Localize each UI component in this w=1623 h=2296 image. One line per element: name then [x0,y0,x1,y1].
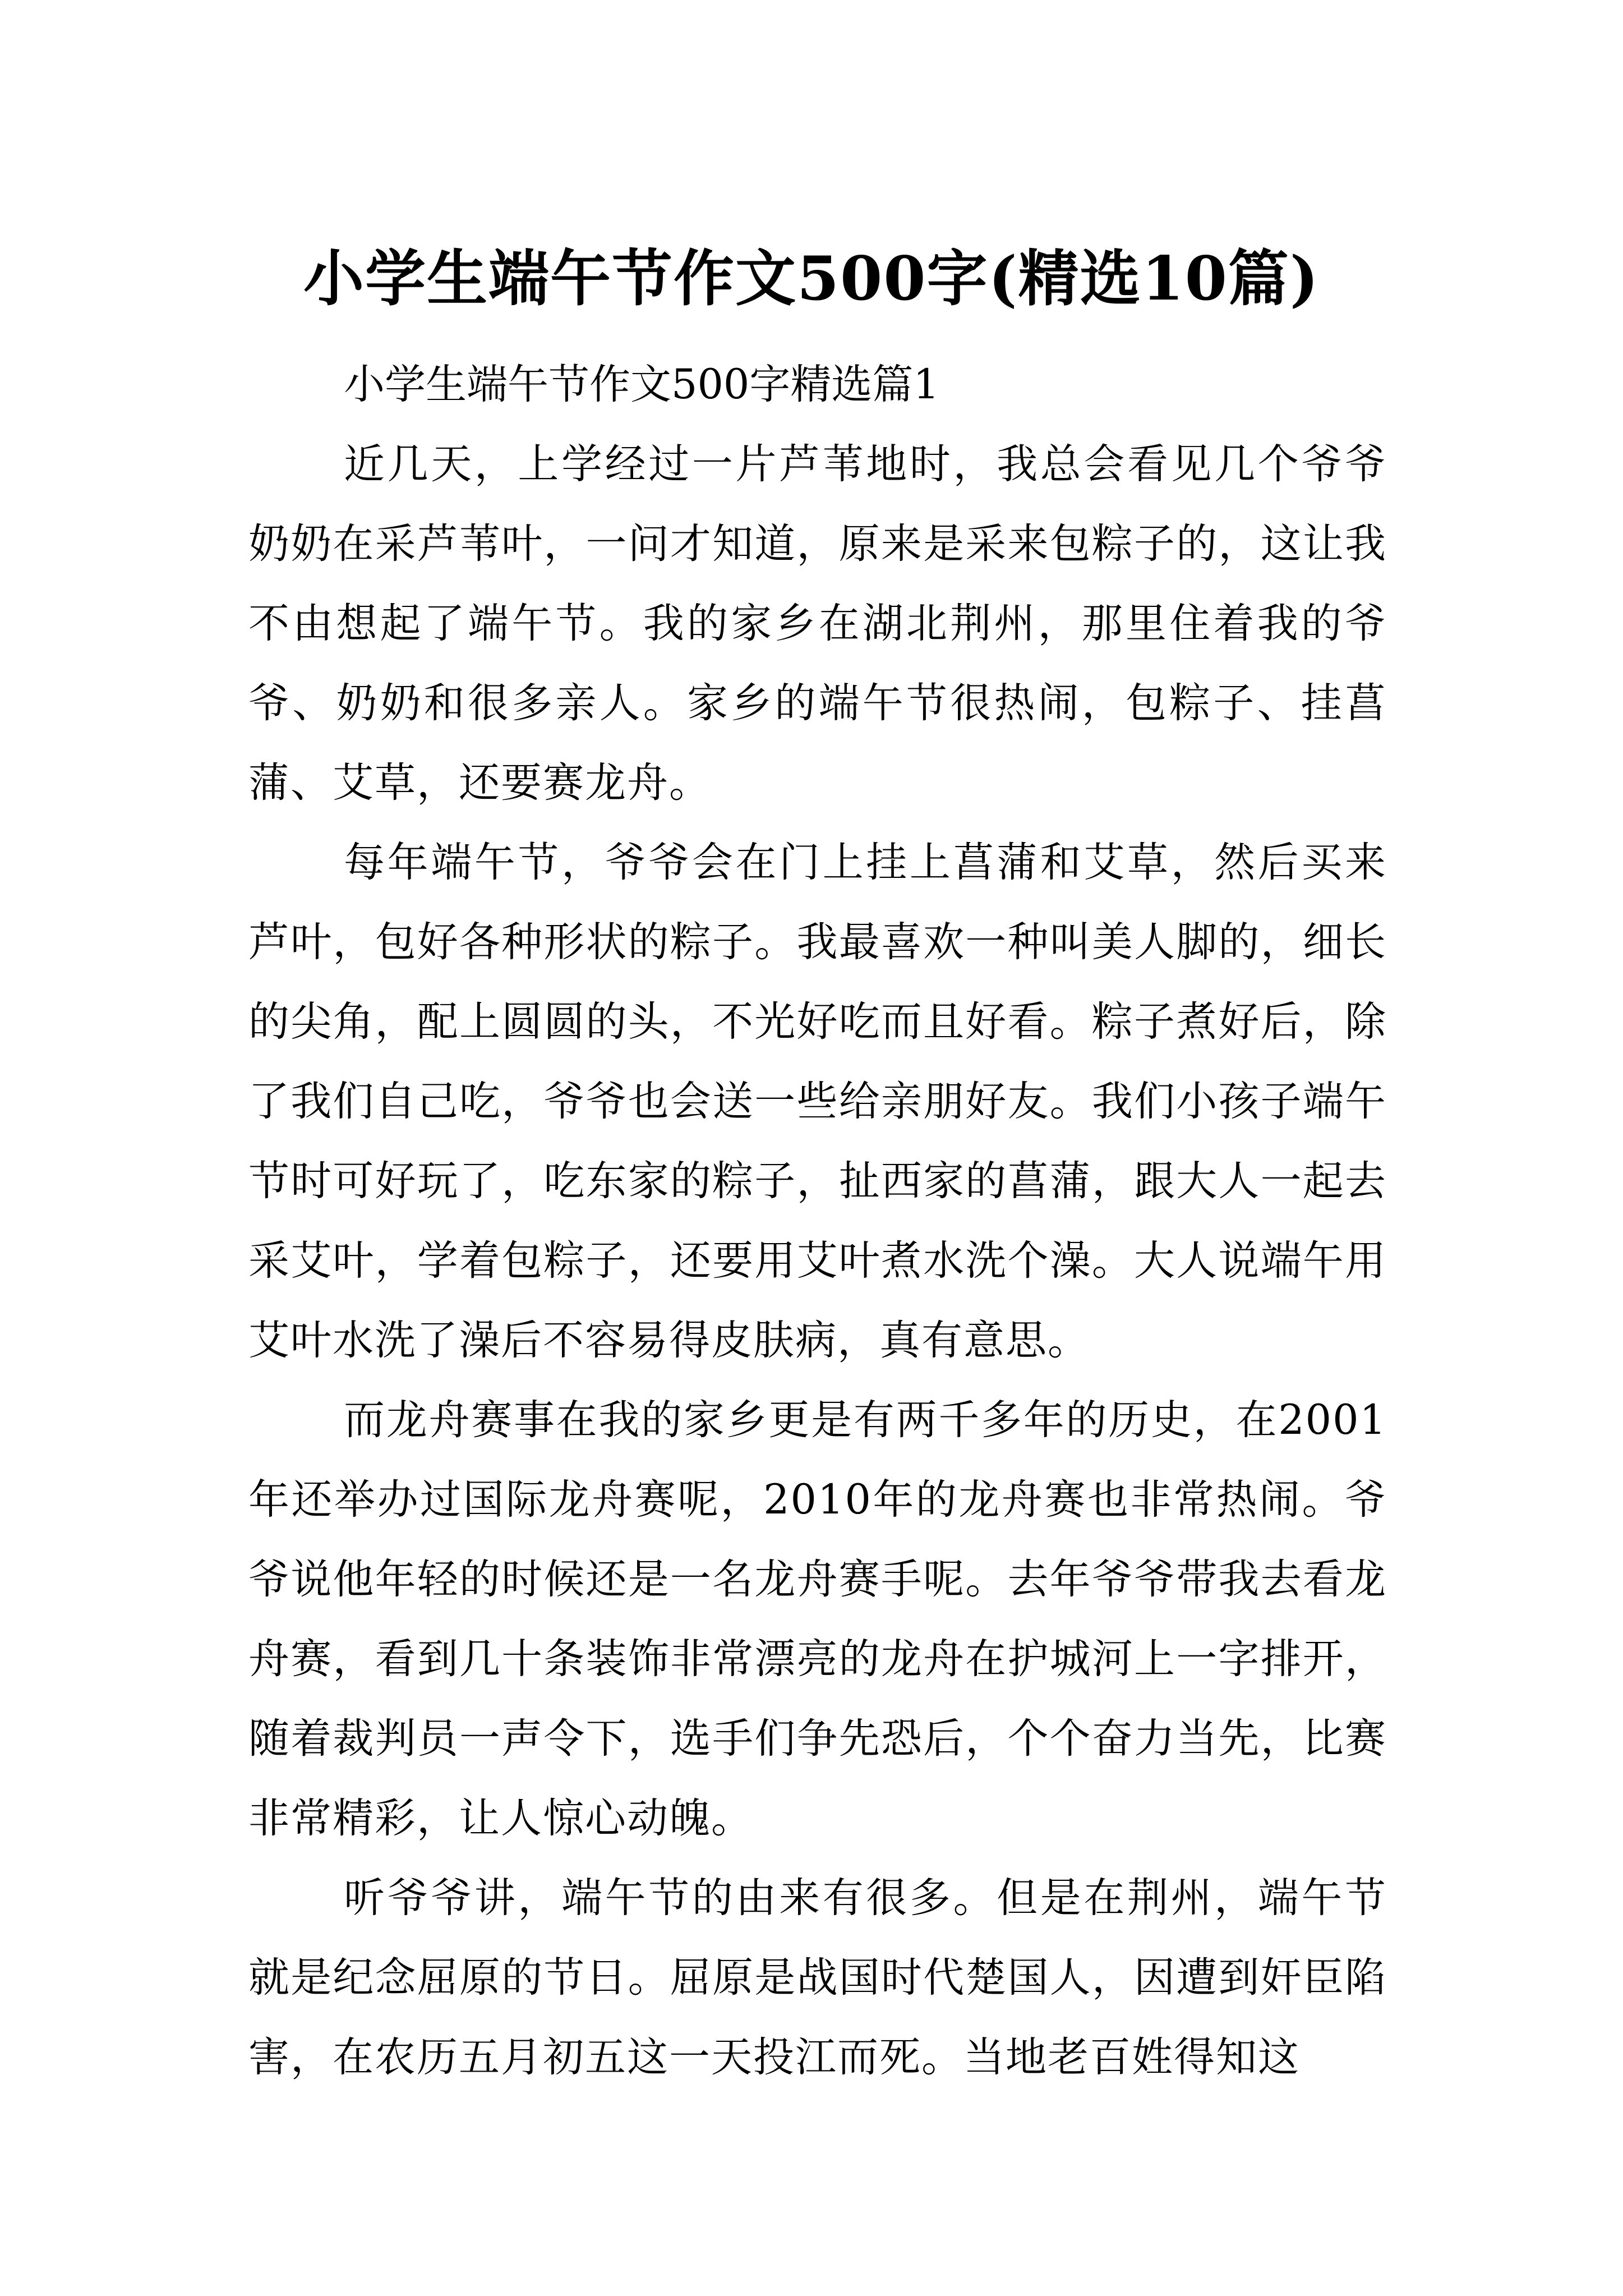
paragraph-2: 每年端午节，爷爷会在门上挂上菖蒲和艾草，然后买来芦叶，包好各种形状的粽子。我最喜欢一种叫美人脚的，细长的尖角，配上圆圆的头，不光好吃而且好看。粽子煮好后，除了我们自己吃，爷爷也会送一些给亲朋好友。我们小孩子端午节时可好玩了，吃东家的粽子，扯西家的菖蒲，跟大人一起去采艾叶，学着包粽子，还要用艾叶煮水洗个澡。大人说端午用艾叶水洗了澡后不容易得皮肤病，真有意思。 [248,839,1387,1364]
document-title: 小学生端午节作文500字(精选10篇) [303,243,1320,315]
paragraph-1: 近几天，上学经过一片芦苇地时，我总会看见几个爷爷奶奶在采芦苇叶，一问才知道，原来是采来包粽子的，这让我不由想起了端午节。我的家乡在湖北荆州，那里住着我的爷爷、奶奶和很多亲人。家乡的端午节很热闹，包粽子、挂菖蒲、艾草，还要赛龙舟。 [248,440,1387,807]
paragraph-4: 听爷爷讲，端午节的由来有很多。但是在荆州，端午节就是纪念屈原的节日。屈原是战国时代楚国人，因遭到奸臣陷害，在农历五月初五这一天投江而死。当地老百姓得知这 [248,1874,1387,2081]
section-heading: 小学生端午节作文500字精选篇1 [344,361,939,408]
paragraph-3: 而龙舟赛事在我的家乡更是有两千多年的历史，在2001年还举办过国际龙舟赛呢，2010年的龙舟赛也非常热闹。爷爷说他年轻的时候还是一名龙舟赛手呢。去年爷爷带我去看龙舟赛，看到几十条装饰非常漂亮的龙舟在护城河上一字排开，随着裁判员一声令下，选手们争先恐后，个个奋力当先，比赛非常精彩，让人惊心动魄。 [248,1396,1387,1842]
document-body [248,345,1387,2097]
